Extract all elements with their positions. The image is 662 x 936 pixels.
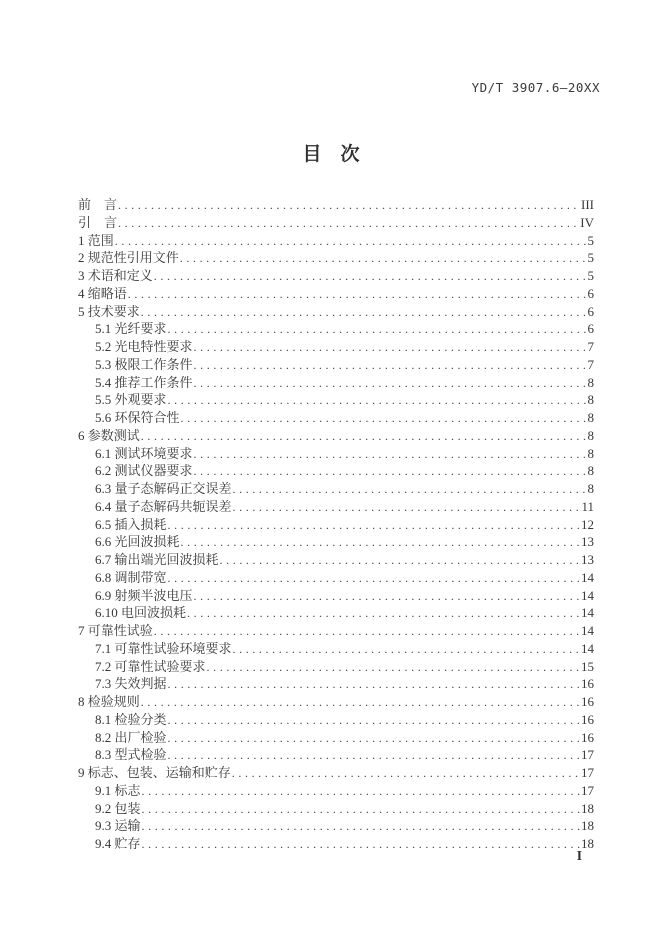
toc-entry-page: 14 (581, 640, 594, 656)
toc-entry-label: 9.3 运输 (95, 818, 141, 834)
toc-entry-label: 5.2 光电特性要求 (95, 339, 193, 354)
toc-entry (78, 285, 594, 303)
toc-leader-dots (233, 498, 581, 517)
toc-entry (78, 196, 594, 214)
toc-leader-dots (194, 587, 580, 606)
toc-entry (78, 782, 594, 800)
toc-entry-label: 6 参数测试 (78, 427, 140, 443)
toc-entry-page: 6 (587, 321, 594, 337)
toc-entry (78, 338, 594, 356)
toc-leader-dots (142, 817, 580, 836)
toc-leader-dots (187, 604, 580, 623)
toc-entry (78, 817, 594, 835)
toc-leader-dots (194, 374, 587, 393)
toc-entry-page: 13 (581, 552, 594, 567)
toc-leader-dots (128, 285, 587, 304)
toc-entry (78, 729, 594, 747)
toc-leader-dots (141, 693, 580, 712)
toc-entry-page: 17 (581, 747, 594, 763)
toc-leader-dots (115, 232, 587, 251)
toc-entry-label: 6.4 量子态解码共轭误差 (95, 498, 232, 514)
toc-entry-page: III (581, 197, 594, 212)
toc-entry-label: 9.2 包装 (95, 800, 141, 816)
toc-entry-label: 4 缩略语 (78, 285, 127, 301)
toc-entry (78, 640, 594, 658)
toc-entry-page: 8 (587, 427, 594, 443)
toc-entry-page: 8 (587, 445, 594, 461)
toc-entry-page: 12 (581, 516, 594, 532)
toc-entry-page: 8 (587, 463, 594, 479)
toc-entry (78, 622, 594, 640)
toc-entry-page: 17 (581, 765, 594, 780)
toc-entry-label: 6.2 测试仪器要求 (95, 463, 193, 479)
toc-entry (78, 569, 594, 587)
toc-leader-dots (168, 746, 580, 765)
toc-leader-dots (141, 427, 587, 446)
toc-entry-label: 7.2 可靠性试验要求 (95, 658, 206, 674)
toc-entry-page: 16 (581, 711, 594, 727)
page-number: I (576, 848, 582, 863)
toc-leader-dots (142, 782, 580, 801)
toc-leader-dots (168, 516, 580, 535)
toc-entry-page: 5 (587, 250, 594, 266)
toc-entry-page: 16 (581, 694, 594, 709)
toc-entry-label: 8 检验规则 (78, 694, 140, 709)
toc-entry-page: 14 (581, 623, 594, 638)
toc-entry-page: IV (580, 214, 594, 230)
toc-entry (78, 391, 594, 409)
toc-entry-page: 8 (587, 410, 594, 425)
toc-leader-dots (220, 551, 580, 570)
toc-entry-page: 16 (581, 729, 594, 745)
toc-entry-page: 14 (581, 587, 594, 603)
toc-leader-dots (181, 409, 587, 428)
toc-entry-page: 14 (581, 605, 594, 621)
toc-leader-dots (194, 462, 587, 481)
toc-entry (78, 587, 594, 605)
toc-entry (78, 320, 594, 338)
toc-leader-dots (232, 764, 580, 783)
toc-leader-dots (141, 303, 587, 322)
toc-entry (78, 711, 594, 729)
toc-entry-label: 7 可靠性试验 (78, 623, 153, 638)
toc-entry-page: 16 (581, 676, 594, 692)
toc-entry (78, 267, 594, 285)
toc-entry-page: 7 (587, 356, 594, 372)
toc-entry-page: 18 (581, 836, 594, 851)
toc-entry-label: 5.6 环保符合性 (95, 410, 180, 425)
toc-entry-page: 17 (581, 782, 594, 798)
toc-entry-page: 14 (581, 569, 594, 585)
toc-entry-page: 18 (581, 800, 594, 816)
toc-entry (78, 214, 594, 232)
toc-entry-label: 2 规范性引用文件 (78, 250, 179, 266)
toc-entry (78, 374, 594, 392)
toc-entry (78, 409, 594, 427)
toc-entry (78, 800, 594, 818)
toc-leader-dots (168, 320, 587, 339)
toc-leader-dots (154, 267, 587, 286)
toc-entry-label: 前 言 (78, 197, 118, 212)
toc-entry-label: 6.6 光回波损耗 (95, 534, 180, 550)
toc-leader-dots (142, 835, 580, 854)
toc-entry (78, 232, 594, 250)
toc-entry-page: 8 (587, 481, 594, 496)
toc-entry (78, 835, 594, 853)
toc-entry-label: 3 术语和定义 (78, 268, 153, 283)
toc-entry-label: 5.4 推荐工作条件 (95, 374, 193, 390)
toc-entry (78, 445, 594, 463)
toc-entry (78, 462, 594, 480)
toc-leader-dots (168, 711, 580, 730)
toc-entry-page: 7 (587, 339, 594, 354)
toc-entry-page: 18 (581, 818, 594, 834)
toc-entry (78, 249, 594, 267)
toc-leader-dots (194, 338, 587, 357)
toc-entry-label: 引 言 (78, 214, 118, 230)
toc-entry-label: 6.5 插入损耗 (95, 516, 167, 532)
toc-entry-page: 15 (581, 658, 594, 674)
toc-leader-dots (118, 196, 580, 215)
toc-entry-label: 5.3 极限工作条件 (95, 356, 193, 372)
toc-entry (78, 658, 594, 676)
toc-entry-label: 9.4 贮存 (95, 836, 141, 851)
toc-entry-label: 9.1 标志 (95, 782, 141, 798)
toc-entry-label: 7.1 可靠性试验环境要求 (95, 640, 232, 656)
toc-entry (78, 356, 594, 374)
toc-leader-dots (181, 533, 580, 552)
toc-entry-label: 8.3 型式检验 (95, 747, 167, 763)
toc-entry (78, 604, 594, 622)
toc-entry (78, 764, 594, 782)
toc-entry-label: 7.3 失效判据 (95, 676, 167, 692)
toc-entry-label: 8.2 出厂检验 (95, 729, 167, 745)
toc-entry (78, 516, 594, 534)
toc-leader-dots (194, 356, 587, 375)
toc-leader-dots (233, 640, 580, 659)
toc-entry-label: 6.8 调制带宽 (95, 569, 167, 585)
toc-entry-page: 5 (587, 232, 594, 248)
toc-entry-page: 13 (581, 534, 594, 550)
toc-entry-page: 8 (587, 392, 594, 408)
toc-leader-dots (142, 800, 580, 819)
toc-entry-page: 11 (581, 498, 594, 514)
toc-leader-dots (233, 480, 587, 499)
toc-entry-page: 6 (587, 303, 594, 319)
toc-entry-label: 1 范围 (78, 232, 114, 248)
toc-entry-label: 5.5 外观要求 (95, 392, 167, 408)
toc-list (78, 196, 594, 853)
toc-entry (78, 533, 594, 551)
toc-leader-dots (168, 729, 580, 748)
toc-entry (78, 675, 594, 693)
toc-entry (78, 480, 594, 498)
toc-entry-label: 6.1 测试环境要求 (95, 445, 193, 461)
toc-entry-label: 9 标志、包装、运输和贮存 (78, 765, 231, 780)
toc-entry-label: 5.1 光纤要求 (95, 321, 167, 337)
toc-entry (78, 693, 594, 711)
standard-code-header: YD/T 3907.6—20XX (471, 80, 600, 95)
toc-leader-dots (118, 214, 579, 233)
toc-entry (78, 427, 594, 445)
toc-leader-dots (168, 675, 580, 694)
toc-leader-dots (194, 445, 587, 464)
toc-leader-dots (180, 249, 587, 268)
toc-entry (78, 498, 594, 516)
toc-leader-dots (168, 569, 580, 588)
toc-entry-label: 5 技术要求 (78, 303, 140, 319)
toc-entry-label: 6.3 量子态解码正交误差 (95, 481, 232, 496)
toc-entry-label: 6.9 射频半波电压 (95, 587, 193, 603)
toc-leader-dots (154, 622, 580, 641)
toc-leader-dots (168, 391, 587, 410)
toc-entry-page: 5 (587, 268, 594, 283)
toc-entry-page: 8 (587, 374, 594, 390)
toc-entry (78, 746, 594, 764)
page-title: 目 次 (302, 144, 360, 165)
toc-entry-page: 6 (587, 285, 594, 301)
toc-entry (78, 551, 594, 569)
toc-entry-label: 6.7 输出端光回波损耗 (95, 552, 219, 567)
toc-leader-dots (207, 658, 580, 677)
toc-entry-label: 6.10 电回波损耗 (95, 605, 187, 621)
toc-entry (78, 303, 594, 321)
toc-entry-label: 8.1 检验分类 (95, 711, 167, 727)
